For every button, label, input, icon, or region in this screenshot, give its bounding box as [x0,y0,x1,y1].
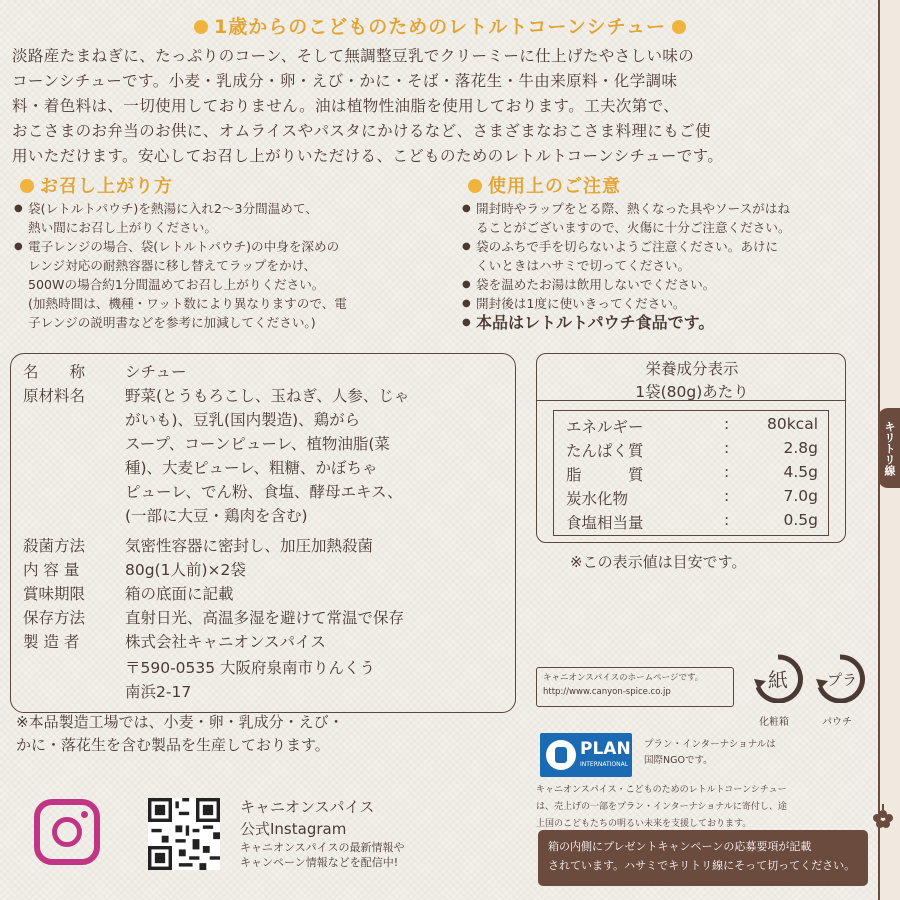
plastic-recycle-icon [812,653,868,703]
divider [537,400,845,401]
intro-line: おこさまのお弁当のお供に、オムライスやパスタにかけるなど、さまざまなおこさま料理にもご使 [12,122,711,140]
plan-description: プラン・インターナショナルは 国際NGOです。 [644,739,776,766]
list-item: ● 袋を温めたお湯は飲用しないでください。 [462,275,882,294]
dot-icon [194,20,208,34]
intro-line: コーンシチューです。小麦・乳成分・卵・えび・かに・そば・落花生・牛由来原料・化学調味 [12,72,678,90]
list-item: ● 電子レンジの場合、袋(レトルトパウチ)の中身を深めの [14,237,454,256]
heating-note: 子レンジの説明書などを参考に加減してください。) [28,315,316,330]
list-item-cont: くいときはハサミで切ってください。 [476,258,691,273]
cut-line-tab[interactable]: キリトリ線 [878,408,900,488]
list-item-cont: 500Wの場合約1分間温めてお召し上がりください。 [28,277,325,292]
instagram-icon[interactable] [34,799,100,865]
caution-title: 使用上のご注意 [462,172,621,198]
paper-box-label: 化粧箱 [759,717,789,728]
plan-icon [546,740,576,770]
list-item: ● 開封時やラップをとる際、熱くなった具やソースがはね [462,199,882,218]
plan-international-logo: PLAN INTERNATIONAL [540,733,632,777]
spec-row-expiry: 賞味期限 箱の底面に記載 [23,585,234,603]
product-spec-box: 名 称 シチュー 原材料名 野菜(とうもろこし、玉ねぎ、人参、じゃ がいも)、豆乳(国内製造)、鶏がら スープ、コーンピューレ、植物油脂(菜 種)、大麦ピューレ、粗糖、かぼちゃ ピューレ、でん粉、食塩、酵母エキス、 (一部に大豆・鶏肉を含む) 殺菌方法 気密性容器に密封し、加圧加熱殺菌 内 容 量 80g(1人前)×2袋 賞味期限 箱の底面に記載 保存方法 直射日光、高温多湿を避けて常温で保存 製 造 者 株式会社キャニオンスパイス 〒590-0535 大阪府泉南市りんくう 南浜2-17 [10,353,516,713]
list-item: ● 袋のふちで手を切らないようご注意ください。あけに [462,237,882,256]
intro-line: 料・着色料は、一切使用しておりません。油は植物性油脂を使用しております。工夫次第で、 [12,97,680,115]
heating-note: (加熱時間は、機種・ワット数により異なりますので、電 [28,296,347,311]
flower-ornament-icon [870,802,896,838]
dot-icon [672,20,686,34]
spec-row-maker: 製 造 者 株式会社キャニオンスパイス [23,633,326,651]
spec-row-storage: 保存方法 直射日光、高温多湿を避けて常温で保存 [23,609,405,627]
donation-text: キャニオンスパイス・こどものためのレトルトコーンシチュー は、売上げの一部をプラン・インターナショナルに寄付し、途 上国のこどもたちの明るい未来を支援しております。 [536,785,787,829]
product-title: 1歳からのこどものためのレトルトコーンシチュー [0,12,880,39]
pouch-label: パウチ [822,717,852,728]
list-item: ● 開封後は1度に使いきってください。 [462,294,882,313]
factory-allergen-note: ※本品製造工場では、小麦・卵・乳成分・えび・ かに・落花生を含む製品を生産しております。 [16,713,344,754]
intro-text [12,44,872,169]
intro-line: 淡路産たまねぎに、たっぷりのコーン、そして無調整豆乳でクリーミーに仕上げたやさしい味の [12,47,695,65]
instagram-description: キャニオンスパイスの最新情報や キャンペーン情報などを配信中! [240,841,405,869]
nutrition-row: 脂 質 : 4.5g [566,463,818,484]
nutrition-values-box [553,410,829,536]
spec-row-name: 名 称 シチュー [23,363,187,381]
nutrition-row: エネルギー : 80kcal [566,415,818,436]
svg-text:紙: 紙 [768,668,788,692]
how-to-title: お召し上がり方 [14,172,173,198]
camera-flash-icon [81,811,88,818]
list-item-cont: レンジ対応の耐熱容器に移し替えてラップをかけ、 [28,258,317,273]
list-item: ● 本品はレトルトパウチ食品です。 [462,313,882,332]
nutrition-row: たんぱく質 : 2.8g [566,439,818,460]
instagram-account-name: キャニオンスパイス 公式Instagram [240,798,375,838]
campaign-notice-bar: 箱の内側にプレゼントキャンペーンの応募要項が記載 されています。ハサミでキリトリ線にそって切ってください。 [538,830,868,886]
dot-icon [468,179,482,193]
nutrition-per: 1袋(80g)あたり [635,383,749,401]
how-to-list [14,199,454,332]
svg-text:プラ: プラ [826,671,858,689]
spec-row-ingredients: 原材料名 野菜(とうもろこし、玉ねぎ、人参、じゃ がいも)、豆乳(国内製造)、鶏がら スープ、コーンピューレ、植物油脂(菜 種)、大麦ピューレ、粗糖、かぼちゃ ピューレ、でん粉、食塩、酵母エキス、 (一部に大豆・鶏肉を含む) [23,387,410,525]
dot-icon [20,179,34,193]
spec-row-sterilization: 殺菌方法 気密性容器に密封し、加圧加熱殺菌 [23,537,374,555]
nutrition-table [536,353,846,543]
homepage-link[interactable]: http://www.canyon-spice.co.jp [543,687,671,697]
nutrition-row: 炭水化物 : 7.0g [566,487,818,508]
caution-list [462,199,882,332]
nutrition-title: 栄養成分表示 [645,360,739,378]
spec-row-content: 内 容 量 80g(1人前)×2袋 [23,561,246,579]
nutrition-row: 食塩相当量 : 0.5g [566,511,818,532]
homepage-url-box[interactable]: キャニオンスパイスのホームページです。 http://www.canyon-spice.co.jp [536,667,734,707]
camera-lens-icon [52,817,82,847]
intro-line: 用いただけます。安心してお召し上がりいただける、こどものためのレトルトコーンシチューです。 [12,147,724,165]
qr-code-icon[interactable] [148,798,220,870]
list-item-cont: 熱い間にお召し上がりください。 [28,220,217,235]
list-item: ● 袋(レトルトパウチ)を熱湯に入れ2〜3分間温めて、 [14,199,454,218]
nutrition-note: ※この表示値は目安です。 [570,553,747,571]
list-item-cont: ることがございますので、火傷に十分ご注意ください。 [476,220,791,235]
paper-recycle-icon [750,653,806,703]
